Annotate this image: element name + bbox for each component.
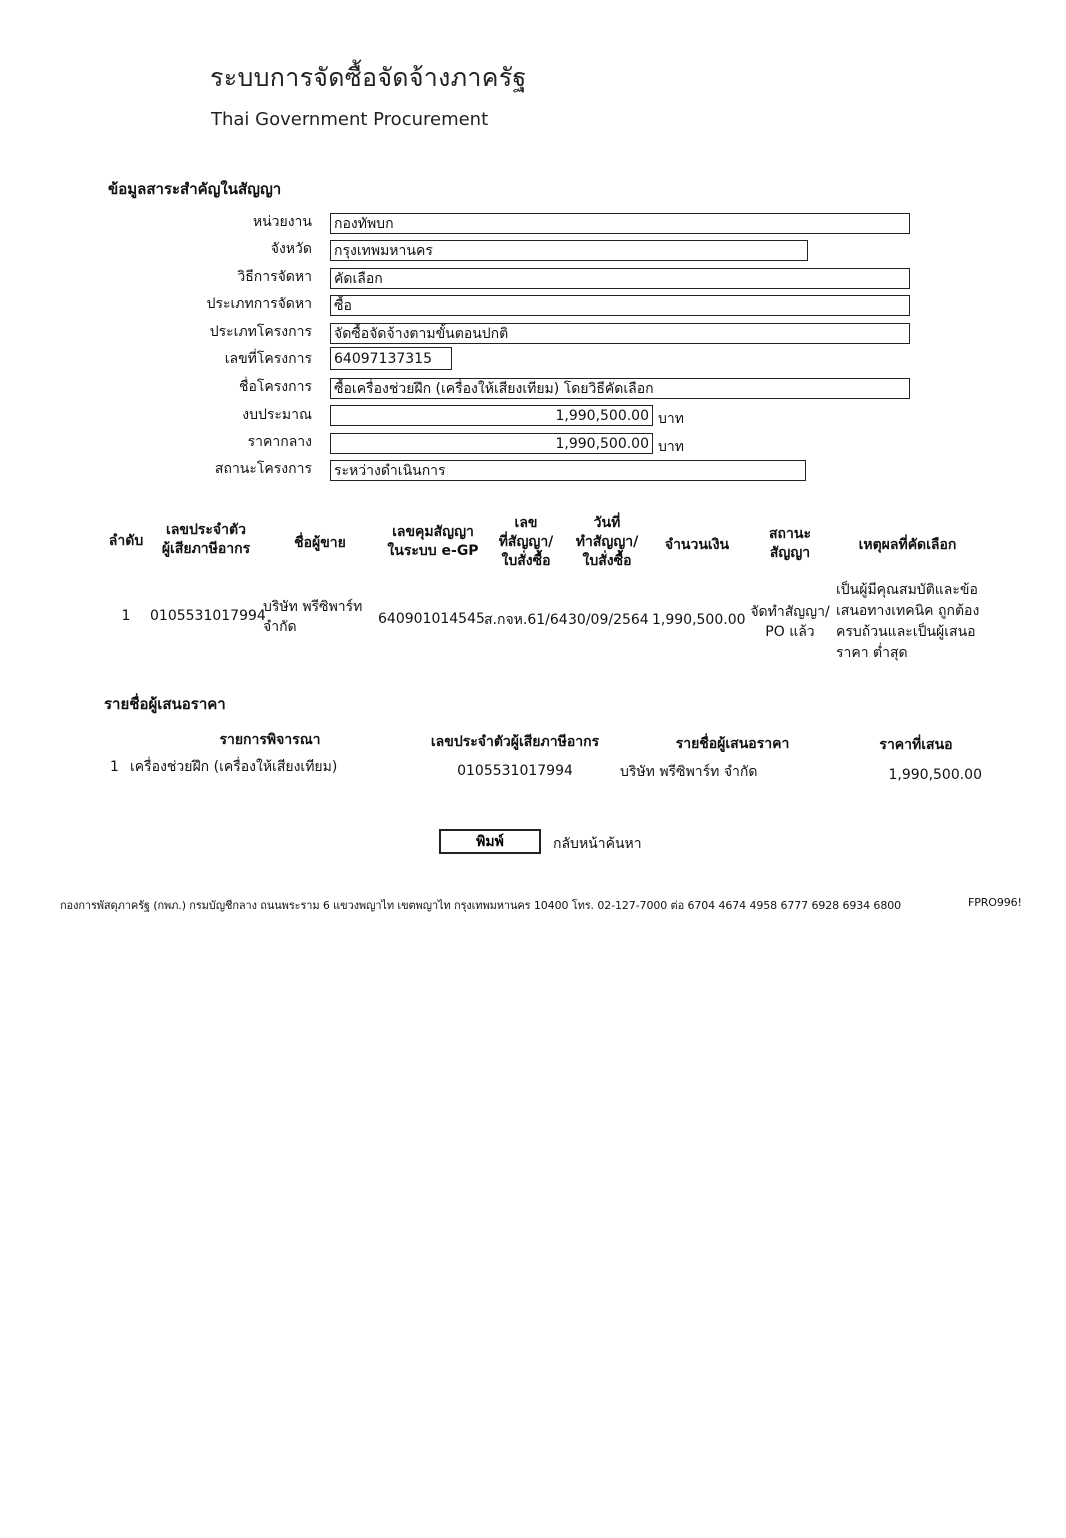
th-tax-id-line2: ผู้เสียภาษีอากร: [161, 541, 251, 557]
bid-bidder: บริษัท พรีซิพาร์ท จำกัด: [620, 764, 758, 780]
cell-reason: [836, 580, 986, 664]
summary-heading: ข้อมูลสาระสำคัญในสัญญา: [108, 180, 282, 198]
back-to-search-link[interactable]: กลับหน้าค้นหา: [553, 836, 642, 852]
site-subtitle: Thai Government Procurement: [211, 109, 489, 130]
cell-tax-id: 0105531017994: [150, 608, 266, 624]
th-amount: จำนวนเงิน: [664, 537, 730, 553]
cell-amount: 1,990,500.00: [652, 612, 746, 628]
field-label-budget: งบประมาณ: [242, 407, 312, 423]
cell-no: 1: [121, 608, 131, 624]
th-egp-line2: ในระบบ e-GP: [387, 543, 479, 559]
field-label-agency: หน่วยงาน: [252, 214, 312, 230]
th-contract-no-line1: เลข: [514, 515, 538, 531]
cell-reason-line2: เสนอทางเทคนิค ถูกต้อง: [836, 603, 980, 619]
cell-reason-line4: ราคา ต่ำสุด: [836, 645, 908, 661]
bidders-heading: รายชื่อผู้เสนอราคา: [104, 695, 226, 713]
field-label-project-no: เลขที่โครงการ: [224, 351, 312, 367]
field-procurement-type: ซื้อ: [330, 295, 910, 316]
th-bid-tax-id: เลขประจำตัวผู้เสียภาษีอากร: [430, 734, 600, 750]
th-no: ลำดับ: [108, 533, 144, 549]
print-button[interactable]: พิมพ์: [439, 829, 541, 854]
field-agency: กองทัพบก: [330, 213, 910, 234]
th-status-line1: สถานะ: [769, 526, 811, 542]
th-bid-item: รายการพิจารณา: [219, 732, 321, 748]
th-date-line2: ทำสัญญา/: [575, 534, 639, 550]
footer-code: FPRO996!: [968, 896, 1022, 909]
budget-unit: บาท: [658, 411, 684, 427]
th-contract-status: [745, 525, 835, 563]
field-project-status: ระหว่างดำเนินการ: [330, 460, 806, 481]
cell-reason-line3: ครบถ้วนและเป็นผู้เสนอ: [836, 624, 976, 640]
bid-no: 1: [110, 759, 119, 775]
cell-contract-status: [745, 602, 835, 642]
field-label-project-type: ประเภทโครงการ: [209, 324, 312, 340]
bid-item: เครื่องช่วยฝึก (เครื่องให้เสียงเทียม): [130, 759, 338, 775]
th-bid-price: ราคาที่เสนอ: [879, 737, 953, 753]
field-province: กรุงเทพมหานคร: [330, 240, 808, 261]
th-contract-date: [566, 514, 648, 571]
cell-seller-line2: จำกัด: [263, 619, 297, 635]
field-method: คัดเลือก: [330, 268, 910, 289]
field-label-median-price: ราคากลาง: [247, 434, 312, 450]
th-contract-no-line3: ใบสั่งซื้อ: [501, 553, 551, 569]
th-seller: ชื่อผู้ขาย: [294, 535, 346, 551]
site-title: ระบบการจัดซื้อจัดจ้างภาครัฐ: [210, 63, 527, 92]
cell-seller: [263, 597, 383, 637]
field-project-type: จัดซื้อจัดจ้างตามขั้นตอนปกติ: [330, 323, 910, 344]
field-label-province: จังหวัด: [270, 241, 312, 257]
cell-status-line2: PO แล้ว: [765, 624, 815, 640]
field-label-project-name: ชื่อโครงการ: [238, 379, 312, 395]
field-label-method: วิธีการจัดหา: [237, 269, 312, 285]
th-date-line3: ใบสั่งซื้อ: [582, 553, 632, 569]
th-status-line2: สัญญา: [769, 545, 811, 561]
footer-address: กองการพัสดุภาครัฐ (กพภ.) กรมบัญชีกลาง ถนนพระราม 6 แขวงพญาไท เขตพญาไท กรุงเทพมหานคร 10400 โทร. 02-127-7000 ต่อ 6704 4674 4958 6777 6928 6934 6800: [60, 899, 902, 912]
cell-contract-date: 30/09/2564: [568, 612, 649, 628]
field-budget: 1,990,500.00: [330, 405, 653, 426]
field-project-name: ซื้อเครื่องช่วยฝึก (เครื่องให้เสียงเทียม) โดยวิธีคัดเลือก: [330, 378, 910, 399]
bid-tax-id: 0105531017994: [457, 763, 573, 779]
th-egp-line1: เลขคุมสัญญา: [392, 524, 474, 540]
cell-reason-line1: เป็นผู้มีคุณสมบัติและข้อ: [836, 582, 978, 598]
field-median-price: 1,990,500.00: [330, 433, 653, 454]
cell-seller-line1: บริษัท พรีซิพาร์ท: [263, 599, 363, 615]
th-tax-id: [150, 521, 262, 559]
bid-price: 1,990,500.00: [888, 767, 982, 783]
field-label-project-status: สถานะโครงการ: [214, 461, 312, 477]
field-project-no: 64097137315: [330, 347, 452, 370]
cell-egp-no: 640901014545: [378, 611, 485, 627]
th-contract-no-line2: ที่สัญญา/: [498, 534, 554, 550]
th-egp-no: [378, 523, 488, 561]
cell-contract-no: ส.กจห.61/64: [484, 612, 568, 628]
th-date-line1: วันที่: [593, 515, 621, 531]
th-reason: เหตุผลที่คัดเลือก: [858, 537, 957, 553]
field-label-procurement-type: ประเภทการจัดหา: [206, 296, 312, 312]
th-contract-no: [486, 514, 566, 571]
th-tax-id-line1: เลขประจำตัว: [166, 522, 246, 538]
cell-status-line1: จัดทำสัญญา/: [750, 604, 830, 620]
median-price-unit: บาท: [658, 439, 684, 455]
th-bid-bidder: รายชื่อผู้เสนอราคา: [675, 736, 790, 752]
